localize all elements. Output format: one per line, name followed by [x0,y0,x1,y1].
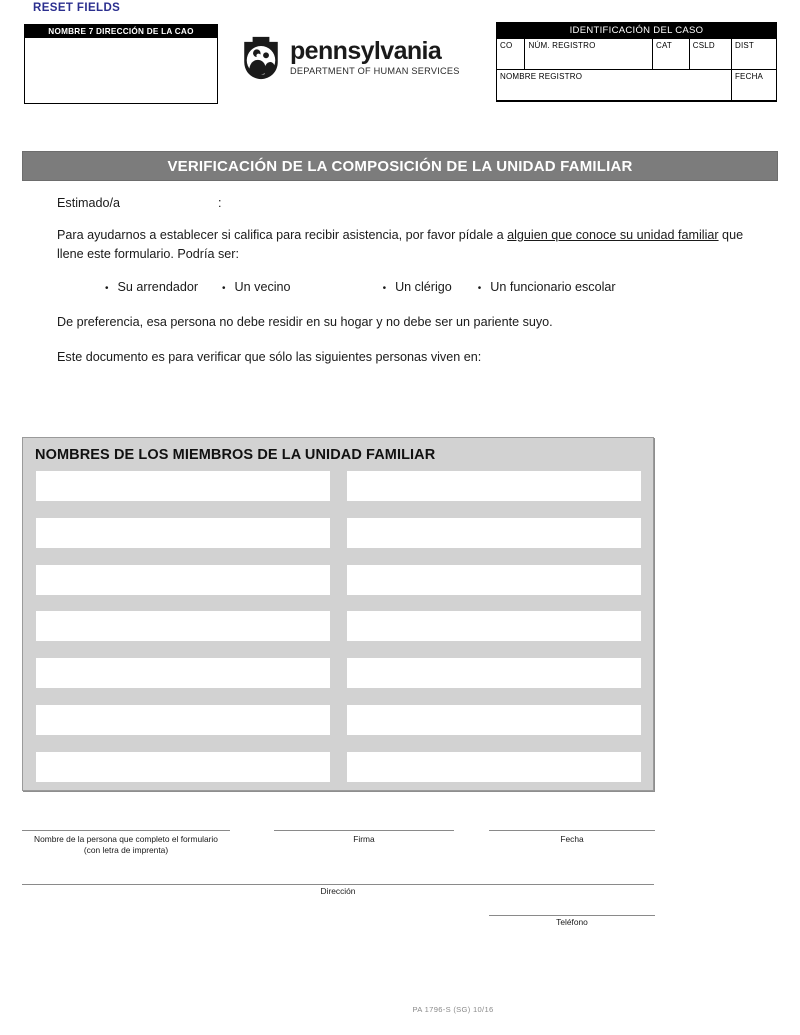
case-input-num-registro[interactable] [527,51,650,67]
bullet-icon: • [382,282,387,294]
case-cell-nombre-registro [497,70,731,101]
cao-name-address-box [24,24,218,104]
case-cell-num-registro [525,39,653,70]
case-label-co: CO [500,41,513,50]
case-label-csld: CSLD [692,41,715,50]
phone-rule [489,915,655,916]
dwelling-address-input[interactable] [61,368,345,384]
case-cell-csld [689,39,731,70]
table-row [36,705,641,735]
address-label: Dirección [320,886,356,896]
table-row [36,518,641,548]
preference-paragraph: De preferencia, esa persona no debe residir en su hogar y no debe ser un pariente suyo. [57,315,553,329]
bullet-icon: • [477,282,482,294]
case-label-num-registro: NÚM. REGISTRO [528,41,596,50]
member-name-input[interactable] [347,565,641,595]
page-title-banner: VERIFICACIÓN DE LA COMPOSICIÓN DE LA UNIDAD FAMILIAR [22,151,778,181]
pa-keystone-family-icon [240,36,282,80]
phone-label: Teléfono [556,917,588,927]
case-cell-fecha [731,70,776,101]
case-cell-dist [731,39,776,70]
member-name-input[interactable] [36,611,330,641]
list-item-label: Su arrendador [117,279,199,294]
case-identification-table [497,38,776,101]
instructions-text-part-2: que llene este formulario. Podría ser: [57,228,744,261]
preparer-name-label-line2: (con letra de imprenta) [83,845,169,856]
bullet-icon: • [222,282,226,294]
member-name-input[interactable] [36,471,330,501]
table-row [36,471,641,501]
logo-subtitle: DEPARTMENT OF HUMAN SERVICES [290,66,460,77]
case-identification-title: IDENTIFICACIÓN DEL CASO [497,23,776,38]
reset-fields-button[interactable]: RESET FIELDS [33,2,121,14]
member-name-input[interactable] [347,705,641,735]
preparer-name-label [22,834,230,857]
member-name-input[interactable] [36,518,330,548]
signature-rule [274,830,454,831]
suggested-persons-list [57,278,757,296]
instructions-text-part-1: Para ayudarnos a establecer si califica para recibir asistencia, por favor pídale a [57,228,508,243]
list-item [105,278,198,296]
household-members-table [22,437,654,791]
phone-input[interactable] [489,897,655,910]
household-members-title: NOMBRES DE LOS MIEMBROS DE LA UNIDAD FAMILIAR [35,447,436,463]
case-input-csld[interactable] [692,51,729,67]
case-label-cat: CAT [656,41,673,50]
purpose-paragraph [57,348,757,385]
greeting-colon: : [218,196,222,210]
case-input-fecha[interactable] [734,82,774,98]
address-input[interactable] [22,866,654,879]
member-name-input[interactable] [36,658,330,688]
instructions-paragraph [57,226,757,263]
household-members-grid [36,471,641,782]
table-row [36,752,641,782]
list-item-label: Un funcionario escolar [490,279,616,294]
case-identification-box [496,22,777,102]
logo-wordmark: pennsylvania [290,37,442,66]
case-cell-cat [653,39,690,70]
cao-name-address-input[interactable] [25,38,217,103]
preparer-name-label-line1: Nombre de la persona que completo el formulario [34,834,218,844]
instructions-emphasis: alguien que conoce su unidad familiar [507,228,719,243]
list-item [222,278,291,296]
address-rule [22,884,654,885]
table-row [36,565,641,595]
member-name-input[interactable] [347,611,641,641]
form-body [57,194,757,385]
date-rule [489,830,655,831]
form-code-footer: PA 1796-S (SG) 10/16 [412,1005,494,1014]
member-name-input[interactable] [347,658,641,688]
list-item [383,278,452,296]
case-input-nombre-registro[interactable] [499,82,729,98]
greeting-name-input[interactable] [228,195,562,211]
member-name-input[interactable] [347,518,641,548]
pennsylvania-dhs-logo [240,36,460,80]
case-label-fecha: FECHA [734,72,764,81]
bullet-icon: • [105,282,109,294]
cao-box-header-label: NOMBRE 7 DIRECCIÓN DE LA CAO [25,25,217,38]
list-item [478,278,616,296]
purpose-text: Este documento es para verificar que sólo las siguientes personas viven en: [57,350,482,365]
preparer-name-rule [22,830,230,831]
member-name-input[interactable] [36,705,330,735]
member-name-input[interactable] [36,752,330,782]
list-item-label: Un vecino [234,279,291,294]
date-input[interactable] [489,812,655,825]
case-input-dist[interactable] [734,51,774,67]
member-name-input[interactable] [347,471,641,501]
case-label-nombre-registro: NOMBRE REGISTRO [500,72,583,81]
member-name-input[interactable] [36,565,330,595]
signature-label: Firma [353,834,375,844]
member-name-input[interactable] [347,752,641,782]
case-cell-co [497,39,525,70]
signature-input[interactable] [274,812,454,825]
table-row [36,658,641,688]
case-label-dist: DIST [734,41,754,50]
greeting-row [57,194,757,212]
case-table-row-1 [497,39,776,70]
greeting-label: Estimado/a [57,196,120,210]
case-input-cat[interactable] [655,51,687,67]
date-label: Fecha [560,834,584,844]
preparer-name-input[interactable] [22,812,230,825]
table-row [36,611,641,641]
list-item-label: Un clérigo [395,279,452,294]
case-table-row-2 [497,70,776,101]
case-input-co[interactable] [499,51,522,67]
